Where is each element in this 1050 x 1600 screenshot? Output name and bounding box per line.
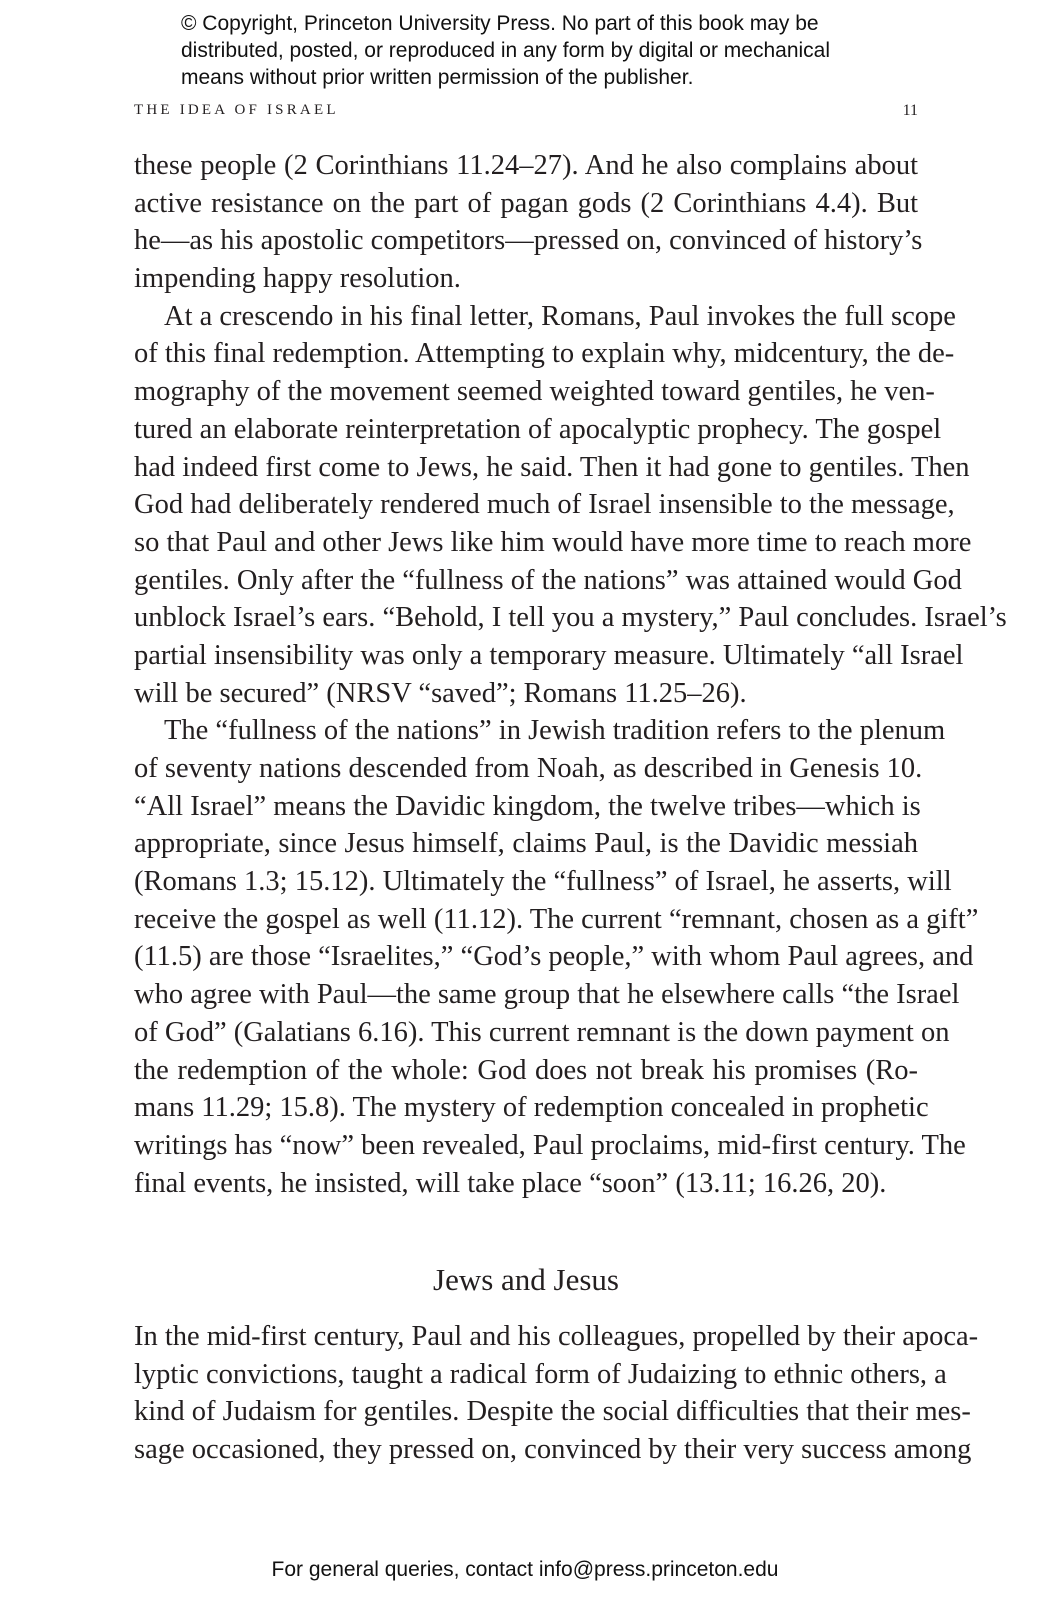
text-line: lyptic convictions, taught a radical form of Judaizing to ethnic others, a [134,1358,947,1390]
text-line: of seventy nations descended from Noah, as described in Genesis 10. [134,753,923,784]
text-line: who agree with Paul—the same group that he elsewhere calls “the Israel [134,979,960,1011]
section-body-text [134,1318,979,1469]
text-line: unblock Israel’s ears. “Behold, I tell you a mystery,” Paul concludes. Israel’s [134,602,1007,634]
copyright-line: © Copyright, Princeton University Press. No part of this book may be [181,12,819,35]
text-line: gentiles. Only after the “fullness of the nations” was attained would God [134,564,962,596]
text-line: so that Paul and other Jews like him would have more time to reach more [134,526,972,558]
copyright-line: means without prior written permission of the publisher. [181,66,694,89]
text-line: (11.5) are those “Israelites,” “God’s people,” with whom Paul agrees, and [134,941,974,973]
text-line: (Romans 1.3; 15.12). Ultimately the “fullness” of Israel, he asserts, will [134,866,952,898]
text-line: writings has “now” been revealed, Paul proclaims, mid-first century. The [134,1129,966,1161]
text-line: kind of Judaism for gentiles. Despite the social difficulties that their mes- [134,1396,971,1428]
text-line: tured an elaborate reinterpretation of apocalyptic prophecy. The gospel [134,413,942,445]
footer-contact: For general queries, contact info@press.princeton.edu [271,1558,779,1581]
text-line: of God” (Galatians 6.16). This current remnant is the down payment on [134,1016,950,1048]
body-text [134,147,1007,1202]
text-line: receive the gospel as well (11.12). The current “remnant, chosen as a gift” [134,903,979,935]
text-line: will be secured” (NRSV “saved”; Romans 11.25–26). [134,677,747,709]
text-line: God had deliberately rendered much of Israel insensible to the message, [134,489,955,521]
text-line: final events, he insisted, will take place “soon” (13.11; 16.26, 20). [134,1167,887,1199]
text-line: At a crescendo in his final letter, Romans, Paul invokes the full scope [164,300,956,332]
text-line: impending happy resolution. [134,263,461,295]
text-line: he—as his apostolic competitors—pressed on, convinced of history’s [134,225,923,257]
copyright-line: distributed, posted, or reproduced in any form by digital or mechanical [181,39,831,62]
text-line: sage occasioned, they pressed on, convinced by their very success among [134,1434,972,1466]
text-line: mans 11.29; 15.8). The mystery of redemption concealed in prophetic [134,1092,929,1124]
text-line: “All Israel” means the Davidic kingdom, the twelve tribes—which is [134,790,921,822]
section-heading: Jews and Jesus [433,1262,619,1297]
text-line: these people (2 Corinthians 11.24–27). And he also complains about [134,150,918,181]
text-line: of this final redemption. Attempting to explain why, midcentury, the de- [134,338,955,370]
text-line: appropriate, since Jesus himself, claims Paul, is the Davidic messiah [134,828,918,860]
running-head-title: THE IDEA OF ISRAEL [134,102,339,118]
text-line: active resistance on the part of pagan gods (2 Corinthians 4.4). But [134,187,918,219]
text-line: In the mid-first century, Paul and his colleagues, propelled by their apoca- [134,1321,979,1352]
text-line: The “fullness of the nations” in Jewish tradition refers to the plenum [164,715,946,747]
page-number: 11 [902,102,918,119]
text-line: the redemption of the whole: God does not break his promises (Ro- [134,1054,918,1086]
text-line: mography of the movement seemed weighted toward gentiles, he ven- [134,376,935,408]
copyright-notice [181,10,941,91]
text-line: partial insensibility was only a temporary measure. Ultimately “all Israel [134,639,964,671]
text-line: had indeed first come to Jews, he said. Then it had gone to gentiles. Then [134,451,970,483]
running-head [134,100,918,124]
